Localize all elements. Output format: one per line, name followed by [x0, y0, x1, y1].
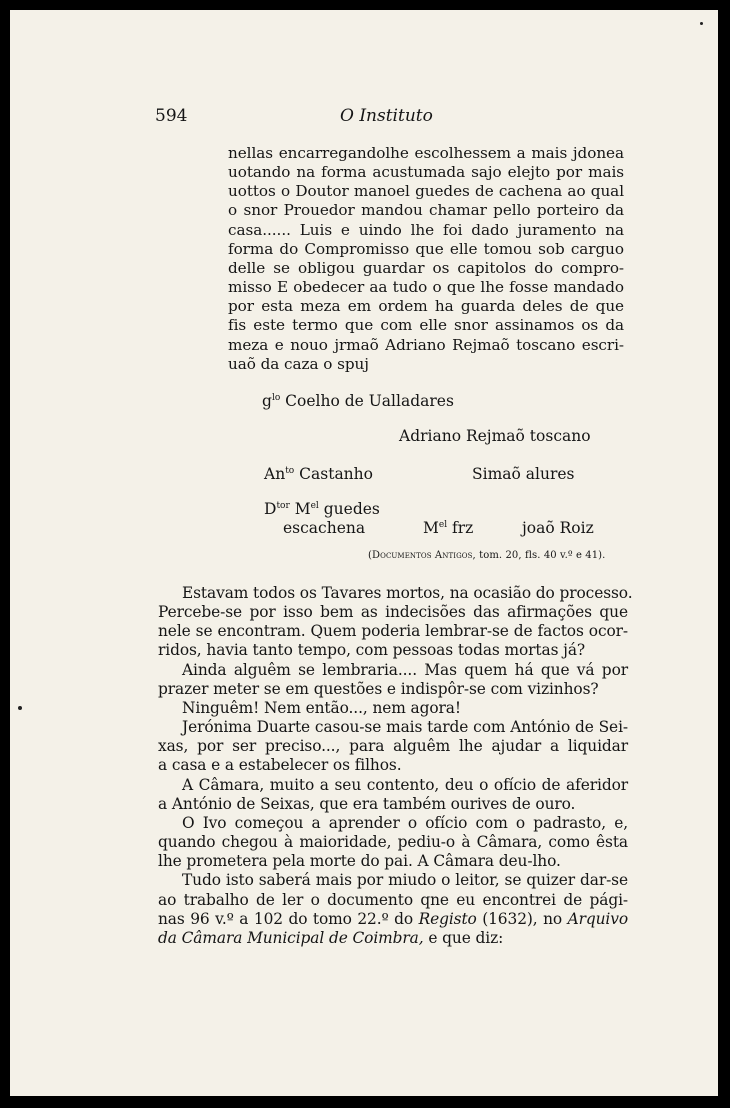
body-line: da Câmara Municipal de Coimbra, e que diz:	[158, 928, 504, 947]
quote-line: delle se obligou guardar os capitolos do compro-	[228, 258, 624, 277]
body-line: nas 96 v.º a 102 do tomo 22.º do Registo (1632), no Arquivo	[158, 909, 629, 928]
body-line: Ninguêm! Nem então..., nem agora!	[182, 698, 461, 717]
quote-line: uotando na forma acustumada sajo elejto por mais	[228, 163, 624, 182]
body-line: Tudo isto saberá mais por miudo o leitor, se quizer dar-se	[182, 871, 628, 890]
page-number: 594	[155, 106, 188, 126]
body-line: ao trabalho de ler o documento qne eu encontrei de pági-	[158, 890, 628, 909]
running-title: O Instituto	[340, 106, 433, 126]
signature-adriano: Adriano Rejmaõ toscano	[399, 427, 591, 445]
quote-line: uottos o Doutor manoel guedes de cachena ao qual	[228, 182, 624, 201]
quoted-document-text	[228, 144, 624, 374]
quote-line: fis este termo que com elle snor assinamos os da	[228, 316, 624, 335]
body-line: prazer meter se em questões e indispôr-se com vizinhos?	[158, 679, 599, 698]
signature-castanho: $An^{to}$ Castanho	[264, 465, 373, 483]
quote-line: uaõ da caza o spuj	[228, 354, 369, 373]
quote-line: o snor Prouedor mandou chamar pello porteiro da	[228, 201, 624, 220]
signature-joao-roiz: joaõ Roiz	[522, 519, 594, 537]
body-line: O Ivo começou a aprender o ofício com o padrasto, e,	[182, 813, 628, 832]
signature-guedes-line2: escachena	[283, 519, 366, 537]
quote-line: misso E obedecer aa tudo o que lhe fosse mandado	[228, 278, 624, 297]
ink-speck	[18, 706, 22, 710]
body-line: nele se encontram. Quem poderia lembrar-se de factos ocor-	[158, 622, 628, 641]
signature-guedes: $D^{tor}$ $M^{el}$ guedes	[264, 500, 380, 518]
body-line: quando chegou à maioridade, pediu-o à Câmara, como êsta	[158, 833, 628, 852]
ink-speck	[700, 22, 703, 25]
body-line: lhe prometera pela morte do pai. A Câmara deu-lho.	[158, 852, 561, 871]
signature-frz: $M^{el}$ frz	[423, 519, 474, 537]
body-line: ridos, havia tanto tempo, com pessoas todas mortas já?	[158, 641, 586, 660]
quote-line: meza e nouo jrmaõ Adriano Rejmaõ toscano escri-	[228, 335, 624, 354]
signature-simao: Simaõ alures	[472, 465, 575, 483]
document-page	[10, 10, 718, 1096]
body-line: xas, por ser preciso..., para alguêm lhe ajudar a liquidar	[158, 737, 628, 756]
body-line: Ainda alguêm se lembraria.... Mas quem há que vá por	[182, 660, 628, 679]
body-line: Jerónima Duarte casou-se mais tarde com António de Sei-	[182, 718, 628, 737]
quote-line: por esta meza em ordem ha guarda deles de que	[228, 297, 624, 316]
quote-line: casa...... Luis e uindo lhe foi dado juramento na	[228, 220, 624, 239]
body-line: Estavam todos os Tavares mortos, na ocasião do processo.	[182, 584, 633, 602]
body-line: Percebe-se por isso bem as indecisões das afirmações que	[158, 603, 628, 622]
body-text	[158, 584, 633, 948]
quote-line: forma do Compromisso que elle tomou sob carguo	[228, 239, 624, 258]
quote-line: nellas encarregandolhe escolhessem a mais jdonea	[228, 144, 624, 162]
body-line: a casa e a estabelecer os filhos.	[158, 756, 402, 775]
citation: (Documentos Antigos, tom. 20, fls. 40 v.º e 41).	[368, 550, 606, 561]
body-line: a António de Seixas, que era também ourives de ouro.	[158, 794, 576, 813]
body-line: A Câmara, muito a seu contento, deu o ofício de aferidor	[182, 775, 628, 794]
signature-coelho: $g^{lo}$ Coelho de Ualladares	[262, 392, 454, 410]
